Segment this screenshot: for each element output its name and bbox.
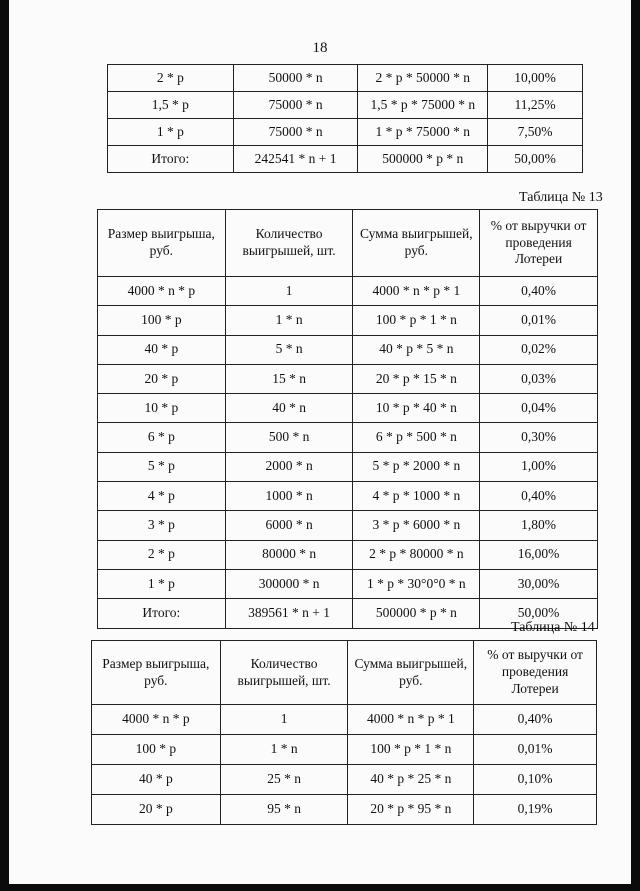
table-cell: 50000 * n [233, 65, 358, 92]
table-cell: 0,03% [480, 364, 598, 393]
table-cell: 1 [220, 705, 348, 735]
table-cell: 20 * p [92, 795, 221, 825]
table-cell: 0,02% [480, 335, 598, 364]
table-cell: 11,25% [488, 92, 583, 119]
table-cell: 6 * p * 500 * n [353, 423, 480, 452]
scan-border-right [631, 0, 640, 891]
table-cell: 20 * p [98, 364, 226, 393]
table-cell: 80000 * n [225, 540, 353, 569]
table-cell: 5 * p [98, 452, 226, 481]
table-cell: 4000 * n * p * 1 [348, 705, 474, 735]
table-cell: 75000 * n [233, 92, 358, 119]
table-cell: 1,00% [480, 452, 598, 481]
table-cell: 2 * p [108, 65, 234, 92]
table-cell: 1,5 * p * 75000 * n [358, 92, 488, 119]
table-cell: 4 * p * 1000 * n [353, 482, 480, 511]
table-row [98, 482, 598, 511]
table-cell: 2 * p * 80000 * n [353, 540, 480, 569]
table-cell: Итого: [108, 146, 234, 173]
page-number: 18 [312, 40, 328, 56]
table-cell: 20 * p * 95 * n [348, 795, 474, 825]
table-cell: 15 * n [225, 364, 353, 393]
table-cell: 1 * p [98, 569, 226, 598]
table-cell: 5 * n [225, 335, 353, 364]
table-cell: 100 * p * 1 * n [348, 735, 474, 765]
table-cell: 40 * p * 25 * n [348, 765, 474, 795]
table-row [98, 394, 598, 423]
table-row [92, 765, 597, 795]
table-cell: Итого: [98, 599, 226, 628]
table-cell: 1 [225, 277, 353, 306]
table-cell: 6000 * n [225, 511, 353, 540]
table-cell: 50,00% [480, 599, 598, 628]
column-header: Сумма выигрышей, руб. [348, 641, 474, 705]
table-cell: 10 * p [98, 394, 226, 423]
table-cell: 500000 * p * n [358, 146, 488, 173]
table-cell: 2 * p [98, 540, 226, 569]
table-cell: 242541 * n + 1 [233, 146, 358, 173]
column-header: Количество выигрышей, шт. [225, 210, 353, 277]
table-cell: 500000 * p * n [353, 599, 480, 628]
prize-table-continued [107, 64, 583, 173]
table-14-caption: Таблица № 14 [511, 620, 595, 635]
table-cell: 30,00% [480, 569, 598, 598]
column-header: Сумма выигрышей, руб. [353, 210, 480, 277]
table-cell: 2000 * n [225, 452, 353, 481]
table-cell: 4000 * n * p [98, 277, 226, 306]
table-cell: 40 * n [225, 394, 353, 423]
table-cell: 100 * p [98, 306, 226, 335]
table-row [108, 65, 583, 92]
table-cell: 5 * p * 2000 * n [353, 452, 480, 481]
table-cell: 100 * p [92, 735, 221, 765]
table-row [98, 569, 598, 598]
table-row [98, 452, 598, 481]
column-header: Размер выигрыша, руб. [98, 210, 226, 277]
scan-border-left [0, 0, 9, 891]
table-cell: 0,19% [474, 795, 597, 825]
table-header-row [98, 210, 598, 277]
table-cell: 1 * p * 75000 * n [358, 119, 488, 146]
table-cell: 20 * p * 15 * n [353, 364, 480, 393]
table-cell: 10,00% [488, 65, 583, 92]
table-cell: 40 * p * 5 * n [353, 335, 480, 364]
table-cell: 50,00% [488, 146, 583, 173]
column-header: % от выручки от проведения Лотереи [474, 641, 597, 705]
table-row [108, 92, 583, 119]
table-row [92, 795, 597, 825]
table-cell: 1 * n [220, 735, 348, 765]
table-row [108, 119, 583, 146]
column-header: Размер выигрыша, руб. [92, 641, 221, 705]
table-cell: 16,00% [480, 540, 598, 569]
table-cell: 7,50% [488, 119, 583, 146]
table-row [108, 146, 583, 173]
table-row [98, 277, 598, 306]
prize-table-14 [91, 640, 597, 825]
table-cell: 3 * p * 6000 * n [353, 511, 480, 540]
scan-border-bottom [0, 884, 640, 891]
table-cell: 1 * p * 30°0°0 * n [353, 569, 480, 598]
table-cell: 0,04% [480, 394, 598, 423]
table-cell: 0,40% [480, 277, 598, 306]
table-cell: 300000 * n [225, 569, 353, 598]
table-row [98, 423, 598, 452]
table-cell: 25 * n [220, 765, 348, 795]
table-cell: 1 * p [108, 119, 234, 146]
table-row [98, 364, 598, 393]
table-row [98, 306, 598, 335]
table-cell: 3 * p [98, 511, 226, 540]
table-cell: 0,01% [480, 306, 598, 335]
table-cell: 75000 * n [233, 119, 358, 146]
table-row [92, 705, 597, 735]
table-cell: 4000 * n * p [92, 705, 221, 735]
table-cell: 1000 * n [225, 482, 353, 511]
table-cell: 6 * p [98, 423, 226, 452]
table-cell: 0,10% [474, 765, 597, 795]
table-cell: 40 * p [92, 765, 221, 795]
table-cell: 1 * n [225, 306, 353, 335]
table-cell: 4 * p [98, 482, 226, 511]
table-cell: 4000 * n * p * 1 [353, 277, 480, 306]
table-cell: 100 * p * 1 * n [353, 306, 480, 335]
table-cell: 1,80% [480, 511, 598, 540]
column-header: % от выручки от проведения Лотереи [480, 210, 598, 277]
table-cell: 0,30% [480, 423, 598, 452]
table-row [92, 735, 597, 765]
table-cell: 10 * p * 40 * n [353, 394, 480, 423]
table-row [98, 335, 598, 364]
table-cell: 1,5 * p [108, 92, 234, 119]
table-cell: 389561 * n + 1 [225, 599, 353, 628]
table-cell: 95 * n [220, 795, 348, 825]
table-cell: 0,40% [480, 482, 598, 511]
column-header: Количество выигрышей, шт. [220, 641, 348, 705]
table-cell: 2 * p * 50000 * n [358, 65, 488, 92]
table-header-row [92, 641, 597, 705]
table-row [98, 511, 598, 540]
table-13-caption: Таблица № 13 [519, 190, 603, 205]
table-cell: 40 * p [98, 335, 226, 364]
prize-table-13 [97, 209, 598, 629]
table-cell: 0,01% [474, 735, 597, 765]
table-cell: 0,40% [474, 705, 597, 735]
table-row [98, 540, 598, 569]
table-cell: 500 * n [225, 423, 353, 452]
